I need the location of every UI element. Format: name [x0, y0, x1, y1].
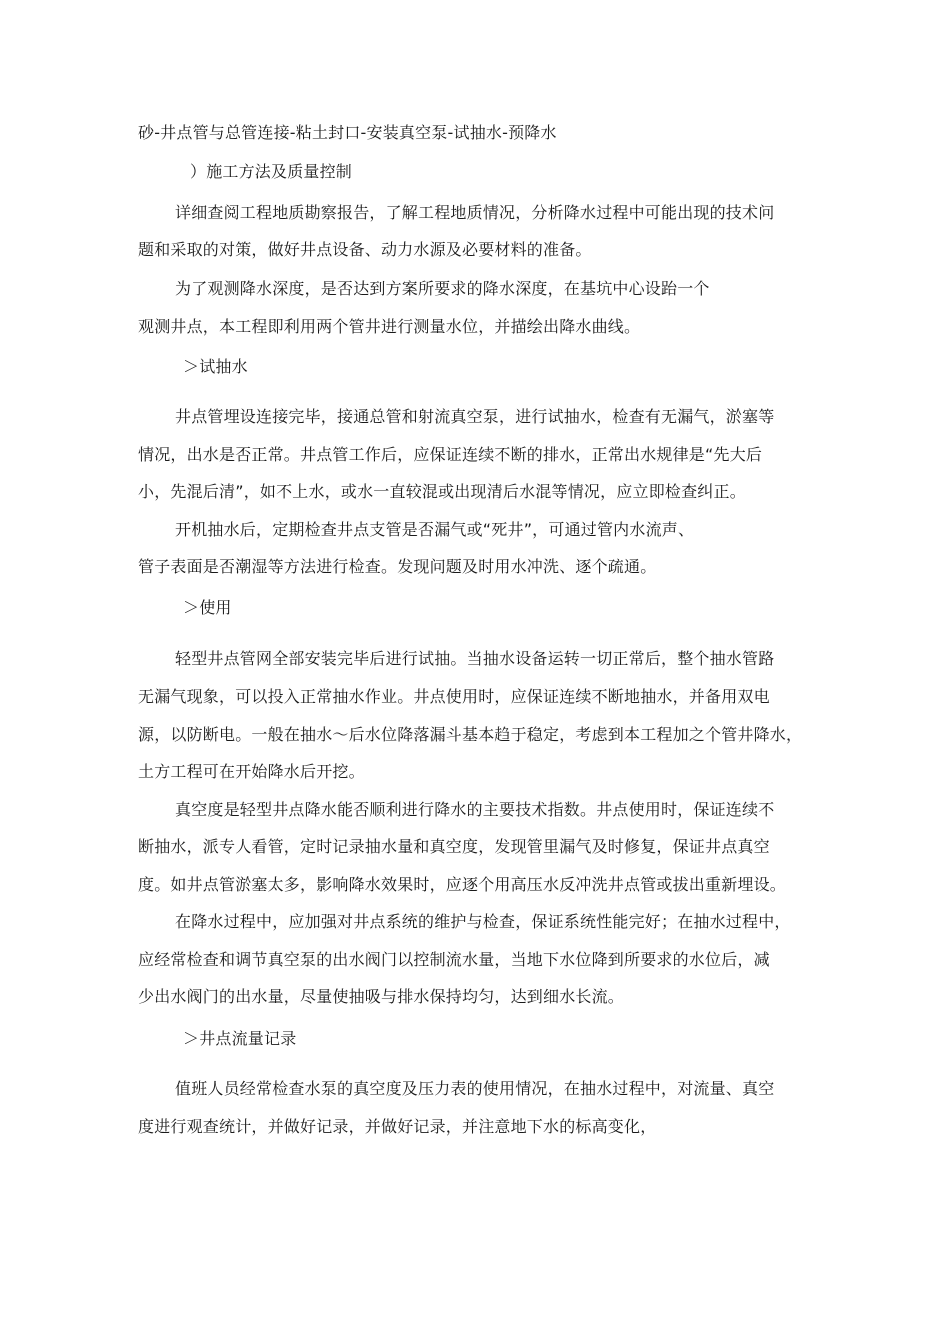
paragraph-line: 断抽水，派专人看管，定时记录抽水量和真空度，发现管里漏气及时修复，保证井点真空	[138, 837, 770, 856]
heading-flow-record: ＞井点流量记录	[183, 1029, 297, 1048]
paragraph-line: 在降水过程中，应加强对井点系统的维护与检查，保证系统性能完好；在抽水过程中，	[175, 912, 791, 931]
heading-construction-method: ）施工方法及质量控制	[190, 162, 353, 181]
heading-trial-pumping: ＞试抽水	[183, 357, 248, 376]
paragraph-line: 源，以防断电。一般在抽水〜后水位降落漏斗基本趋于稳定，考虑到本工程加之个管井降水，	[138, 725, 803, 744]
paragraph-line: 井点管埋设连接完毕，接通总管和射流真空泵，进行试抽水，检查有无漏气，淤塞等	[175, 407, 775, 426]
paragraph-line: 开机抽水后，定期检查井点支管是否漏气或“死井”，可通过管内水流声、	[175, 520, 695, 539]
paragraph-line: 为了观测降水深度，是否达到方案所要求的降水深度，在基坑中心设跆一个	[175, 279, 710, 298]
paragraph-line: 无漏气现象，可以投入正常抽水作业。井点使用时，应保证连续不断地抽水，并备用双电	[138, 687, 770, 706]
paragraph-line: 土方工程可在开始降水后开挖。	[138, 762, 365, 781]
paragraph-line: 少出水阀门的出水量，尽量使抽吸与排水保持均匀，达到细水长流。	[138, 987, 625, 1006]
paragraph-line: 度进行观查统计，并做好记录，并做好记录，并注意地下水的标高变化，	[138, 1117, 657, 1136]
paragraph-line: 管子表面是否潮湿等方法进行检查。发现问题及时用水冲洗、逐个疏通。	[138, 557, 657, 576]
paragraph-line: 题和采取的对策，做好井点设备、动力水源及必要材料的准备。	[138, 240, 592, 259]
heading-usage: ＞使用	[183, 598, 232, 617]
paragraph-line: 应经常检查和调节真空泵的出水阀门以控制流水量，当地下水位降到所要求的水位后，减	[138, 950, 770, 969]
paragraph-line: 观测井点，本工程即利用两个管井进行测量水位，并描绘出降水曲线。	[138, 317, 641, 336]
paragraph-line: 小，先混后清”，如不上水，或水一直较混或出现清后水混等情况，应立即检查纠正。	[138, 482, 746, 501]
paragraph-line: 真空度是轻型井点降水能否顺利进行降水的主要技术指数。井点使用时，保证连续不	[175, 800, 775, 819]
paragraph-line: 详细查阅工程地质勘察报告，了解工程地质情况，分析降水过程中可能出现的技术问	[175, 203, 775, 222]
paragraph-line: 度。如井点管淤塞太多，影响降水效果时，应逐个用高压水反冲洗井点管或拔出重新埋设。	[138, 875, 787, 894]
paragraph-line: 轻型井点管网全部安装完毕后进行试抽。当抽水设备运转一切正常后，整个抽水管路	[175, 649, 775, 668]
process-flow-line: 砂-井点管与总管连接-粘土封口-安装真空泵-试抽水-预降水	[138, 123, 557, 142]
paragraph-line: 情况，出水是否正常。井点管工作后，应保证连续不断的排水，正常出水规律是“先大后	[138, 445, 763, 464]
paragraph-line: 值班人员经常检查水泵的真空度及压力表的使用情况，在抽水过程中，对流量、真空	[175, 1079, 775, 1098]
